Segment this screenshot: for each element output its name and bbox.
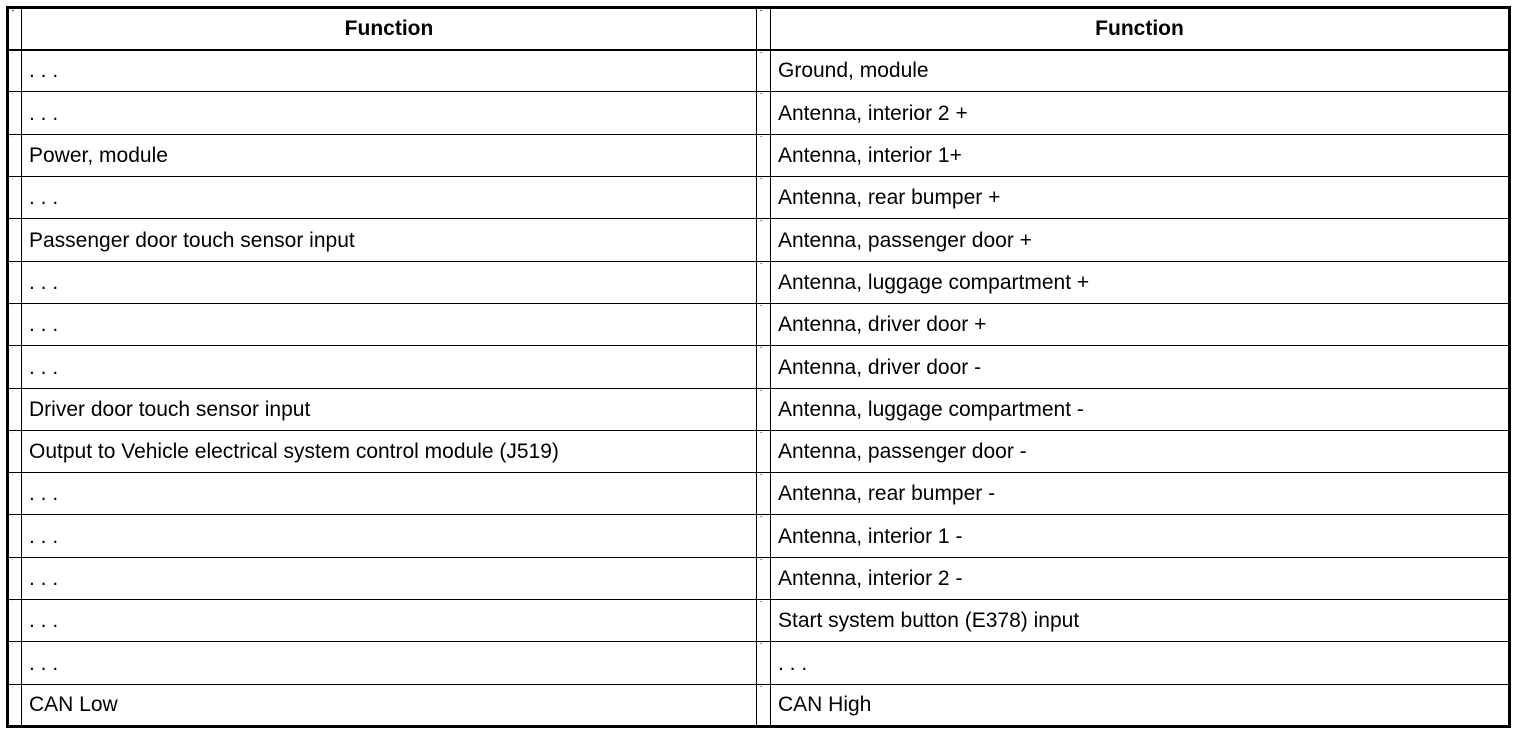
function-cell-left: Driver door touch sensor input xyxy=(22,388,757,430)
pin-number-cell-left: ˙ xyxy=(8,176,22,218)
function-cell-left: . . . xyxy=(22,600,757,642)
function-header-right: Function xyxy=(771,8,1510,50)
function-cell-right: . . . xyxy=(771,642,1510,684)
pin-number-cell-left: ˙ xyxy=(8,684,22,726)
pin-number-cell-left: ˙ xyxy=(8,50,22,92)
pin-number-cell-left: ˙ xyxy=(8,134,22,176)
function-cell-left: . . . xyxy=(22,92,757,134)
pin-number-cell-right: ˝ xyxy=(757,92,771,134)
function-cell-right: Ground, module xyxy=(771,50,1510,92)
function-cell-left: . . . xyxy=(22,642,757,684)
table-row xyxy=(8,261,1510,303)
function-cell-right: Antenna, rear bumper - xyxy=(771,473,1510,515)
pin-number-cell-right: ˝ xyxy=(757,134,771,176)
pin-number-cell-right: ˝ xyxy=(757,642,771,684)
function-cell-right: Antenna, luggage compartment - xyxy=(771,388,1510,430)
pin-number-cell-left: ˙ xyxy=(8,219,22,261)
table-row xyxy=(8,600,1510,642)
pin-header-left: ˜ xyxy=(8,8,22,50)
table-row xyxy=(8,684,1510,726)
table-row xyxy=(8,388,1510,430)
table-row xyxy=(8,346,1510,388)
pin-number-cell-left: ˙ xyxy=(8,642,22,684)
pin-number-cell-right: ˝ xyxy=(757,346,771,388)
function-cell-right: Antenna, driver door + xyxy=(771,303,1510,345)
pin-number-cell-left: ˙ xyxy=(8,473,22,515)
function-cell-right: Antenna, interior 1 - xyxy=(771,515,1510,557)
function-cell-left: CAN Low xyxy=(22,684,757,726)
function-cell-right: Antenna, interior 2 + xyxy=(771,92,1510,134)
pin-number-cell-right: ˝ xyxy=(757,557,771,599)
function-cell-left: . . . xyxy=(22,50,757,92)
table-row xyxy=(8,473,1510,515)
table-body xyxy=(8,50,1510,727)
pin-number-cell-right: ˝ xyxy=(757,303,771,345)
pin-number-cell-right: ˝ xyxy=(757,176,771,218)
table-row xyxy=(8,303,1510,345)
pin-number-cell-left: ˙ xyxy=(8,388,22,430)
pin-number-cell-right: ˝ xyxy=(757,430,771,472)
pin-number-cell-right: ˝ xyxy=(757,388,771,430)
function-cell-left: . . . xyxy=(22,557,757,599)
table-row xyxy=(8,515,1510,557)
table-row xyxy=(8,642,1510,684)
function-cell-left: . . . xyxy=(22,303,757,345)
function-cell-left: Power, module xyxy=(22,134,757,176)
pin-number-cell-right: ˝ xyxy=(757,261,771,303)
function-header-left: Function xyxy=(22,8,757,50)
pin-function-table xyxy=(6,6,1511,728)
table-row xyxy=(8,176,1510,218)
table-row xyxy=(8,430,1510,472)
pin-header-right: ˜ xyxy=(757,8,771,50)
pin-number-cell-left: ˙ xyxy=(8,600,22,642)
table-row xyxy=(8,219,1510,261)
function-cell-left: . . . xyxy=(22,346,757,388)
header-row xyxy=(8,8,1510,50)
pin-number-cell-right: ˝ xyxy=(757,684,771,726)
pin-number-cell-left: ˙ xyxy=(8,557,22,599)
pin-number-cell-left: ˙ xyxy=(8,261,22,303)
function-cell-right: Antenna, passenger door - xyxy=(771,430,1510,472)
function-cell-right: Antenna, passenger door + xyxy=(771,219,1510,261)
function-cell-left: . . . xyxy=(22,261,757,303)
table-row xyxy=(8,557,1510,599)
pin-number-cell-left: ˙ xyxy=(8,430,22,472)
function-cell-right: Antenna, luggage compartment + xyxy=(771,261,1510,303)
pin-number-cell-right: ˝ xyxy=(757,50,771,92)
function-cell-right: Start system button (E378) input xyxy=(771,600,1510,642)
pin-number-cell-right: ˝ xyxy=(757,219,771,261)
pin-number-cell-right: ˝ xyxy=(757,600,771,642)
function-cell-right: Antenna, interior 2 - xyxy=(771,557,1510,599)
function-cell-left: . . . xyxy=(22,515,757,557)
function-cell-left: . . . xyxy=(22,176,757,218)
pin-number-cell-right: ˝ xyxy=(757,515,771,557)
function-cell-left: Output to Vehicle electrical system control module (J519) xyxy=(22,430,757,472)
pin-number-cell-left: ˙ xyxy=(8,92,22,134)
function-cell-left: Passenger door touch sensor input xyxy=(22,219,757,261)
function-cell-right: Antenna, interior 1+ xyxy=(771,134,1510,176)
table-row xyxy=(8,92,1510,134)
pin-number-cell-left: ˙ xyxy=(8,346,22,388)
pin-number-cell-right: ˝ xyxy=(757,473,771,515)
function-cell-right: Antenna, rear bumper + xyxy=(771,176,1510,218)
table-row xyxy=(8,134,1510,176)
pin-number-cell-left: ˙ xyxy=(8,515,22,557)
table-row xyxy=(8,50,1510,92)
function-cell-left: . . . xyxy=(22,473,757,515)
pin-number-cell-left: ˙ xyxy=(8,303,22,345)
function-cell-right: CAN High xyxy=(771,684,1510,726)
function-cell-right: Antenna, driver door - xyxy=(771,346,1510,388)
